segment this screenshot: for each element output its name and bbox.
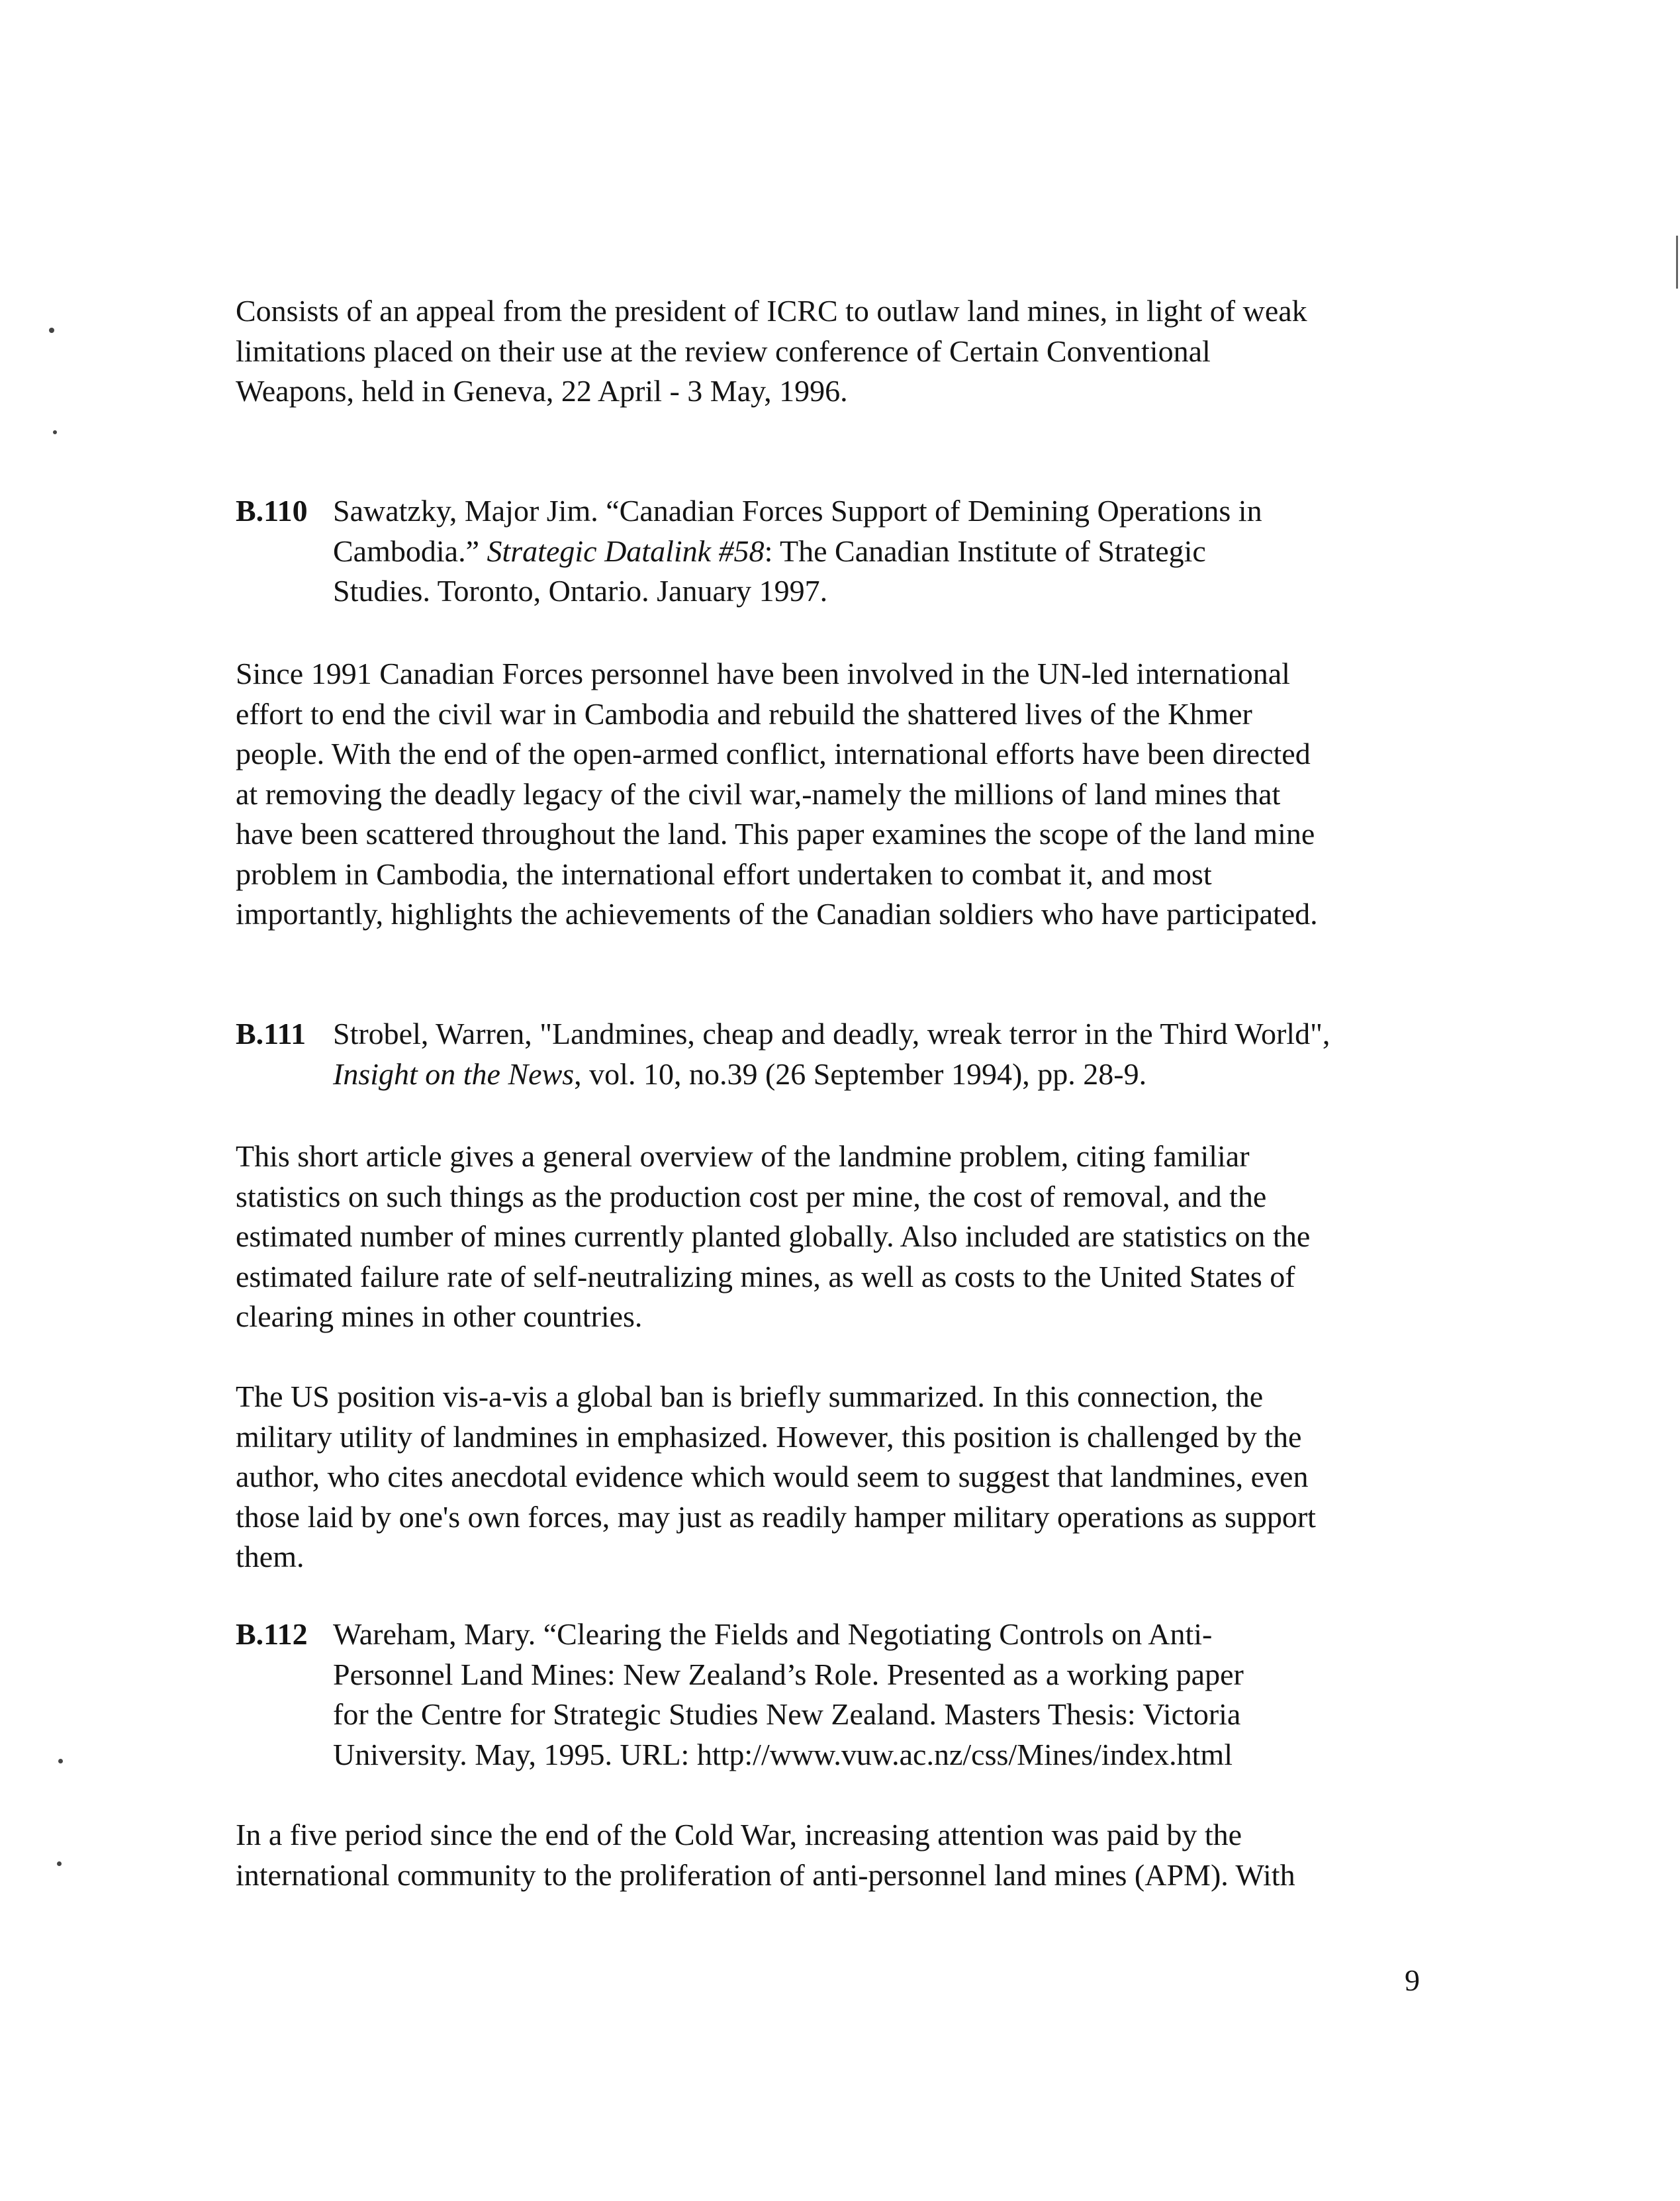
reference-text: Sawatzky, Major Jim. “Canadian Forces Support of Demining Operations in: [333, 494, 1262, 528]
reference-first-line: [236, 1615, 1447, 1655]
reference-text: , vol. 10, no.39 (26 September 1994), pp. 28-9.: [574, 1056, 1147, 1091]
reference-continuation-line: Studies. Toronto, Ontario. January 1997.: [333, 574, 828, 608]
summary-b112: [236, 1815, 1447, 1895]
text-line: international community to the proliferation of anti-personnel land mines (APM). With: [236, 1857, 1295, 1892]
text-line: statistics on such things as the production cost per mine, the cost of removal, and the: [236, 1179, 1267, 1213]
reference-first-line: [236, 1014, 1447, 1054]
text-line: clearing mines in other countries.: [236, 1299, 643, 1333]
text-line: them.: [236, 1540, 304, 1573]
reference-number: B.112: [236, 1617, 308, 1651]
text-line: This short article gives a general overview of the landmine problem, citing familiar: [236, 1139, 1250, 1173]
reference-continuation-line: Personnel Land Mines: New Zealand’s Role. Presented as a working paper: [333, 1657, 1244, 1691]
scan-speck: [53, 430, 57, 434]
reference-continuation-line: [236, 532, 1447, 572]
text-line: author, who cites anecdotal evidence which would seem to suggest that landmines, even: [236, 1460, 1309, 1493]
reference-number: B.110: [236, 494, 308, 528]
text-line: have been scattered throughout the land. This paper examines the scope of the land mine: [236, 817, 1315, 851]
scan-speck: [49, 328, 54, 333]
scan-speck: [57, 1861, 62, 1866]
text-line: limitations placed on their use at the review conference of Certain Conventional: [236, 334, 1211, 368]
page-number: 9: [1405, 1963, 1420, 1997]
scan-speck: [58, 1759, 63, 1763]
reference-first-line: [236, 491, 1447, 532]
reference-text: : The Canadian Institute of Strategic: [764, 534, 1206, 568]
text-line: estimated number of mines currently planted globally. Also included are statistics on the: [236, 1219, 1311, 1253]
reference-text: Wareham, Mary. “Clearing the Fields and Negotiating Controls on Anti-: [333, 1617, 1213, 1651]
scan-edge-mark: [1676, 236, 1678, 289]
text-line: effort to end the civil war in Cambodia and rebuild the shattered lives of the Khmer: [236, 696, 1252, 731]
text-line: military utility of landmines in emphasized. However, this position is challenged by the: [236, 1419, 1302, 1454]
reference-publication-title: Insight on the News: [333, 1056, 575, 1091]
intro-paragraph: [236, 291, 1447, 412]
text-line: problem in Cambodia, the international effort undertaken to combat it, and most: [236, 857, 1212, 891]
text-line: Consists of an appeal from the president of ICRC to outlaw land mines, in light of weak: [236, 294, 1307, 328]
text-line: The US position vis-a-vis a global ban is briefly summarized. In this connection, the: [236, 1380, 1264, 1413]
reference-publication-title: Strategic Datalink #58: [487, 534, 765, 568]
text-line: importantly, highlights the achievements of the Canadian soldiers who have participated.: [236, 897, 1318, 931]
summary-b111-part2: [236, 1377, 1447, 1577]
reference-continuation-line: [236, 1054, 1447, 1095]
reference-text: Strobel, Warren, "Landmines, cheap and deadly, wreak terror in the Third World",: [333, 1017, 1330, 1051]
reference-continuation-line: University. May, 1995. URL: http://www.vuw.ac.nz/css/Mines/index.html: [333, 1737, 1233, 1771]
text-line: people. With the end of the open-armed conflict, international efforts have been directed: [236, 737, 1311, 771]
text-line: In a five period since the end of the Cold War, increasing attention was paid by the: [236, 1818, 1242, 1851]
reference-b111: [236, 1014, 1447, 1094]
reference-b110: [236, 491, 1447, 612]
text-line: Since 1991 Canadian Forces personnel have been involved in the UN-led international: [236, 657, 1290, 690]
summary-b111-part1: [236, 1137, 1447, 1337]
reference-text: Cambodia.”: [333, 534, 487, 568]
text-line: at removing the deadly legacy of the civil war,-namely the millions of land mines that: [236, 776, 1281, 811]
reference-number: B.111: [236, 1017, 306, 1051]
text-line: Weapons, held in Geneva, 22 April - 3 May, 1996.: [236, 374, 848, 408]
text-line: those laid by one's own forces, may just as readily hamper military operations as support: [236, 1499, 1316, 1534]
reference-continuation-line: for the Centre for Strategic Studies New Zealand. Masters Thesis: Victoria: [333, 1697, 1241, 1731]
text-line: estimated failure rate of self-neutralizing mines, as well as costs to the United States of: [236, 1259, 1295, 1293]
reference-b112: [236, 1615, 1447, 1775]
summary-b110: [236, 654, 1447, 935]
